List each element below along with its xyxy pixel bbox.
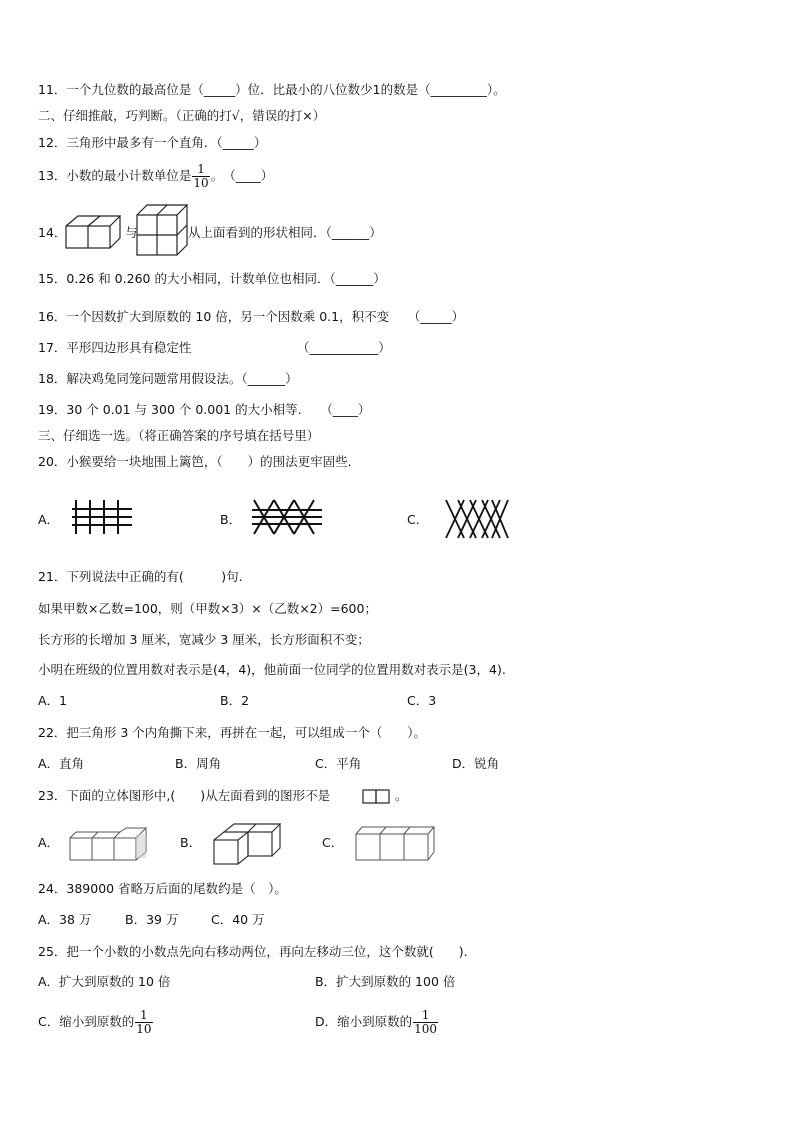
q21-option-a: A．1 [38, 693, 68, 708]
q21-statement-1: 如果甲数×乙数=100，则（甲数×3）×（乙数×2）=600； [38, 601, 377, 616]
question-22: 22．把三角形 3 个内角撕下来，再拼在一起，可以组成一个（ ）。 [38, 725, 427, 740]
question-21: 21．下列说法中正确的有( )句. [38, 569, 243, 584]
question-25: 25．把一个小数的小数点先向右移动两位，再向左移动三位，这个数就( ). [38, 944, 468, 959]
q24-option-b: B．39 万 [125, 912, 179, 927]
q24-option-c: C．40 万 [211, 912, 265, 927]
cube-figure-2x2-tall [135, 203, 189, 259]
fraction-numerator: 1 [135, 1009, 152, 1023]
fence-grid-icon [70, 498, 134, 536]
fence-cross-icon [250, 498, 324, 536]
fraction-numerator: 1 [413, 1009, 438, 1023]
q23-option-c: C． [322, 835, 344, 850]
q25-option-c-label: C．缩小到原数的 [38, 1014, 135, 1029]
q17-blank: （___________） [297, 340, 391, 355]
q22-option-b: B．周角 [175, 756, 222, 771]
question-17: 17．平形四边形具有稳定性 [38, 340, 192, 355]
q13-blank: 。 （____） [210, 168, 274, 183]
question-14-number: 14． [38, 225, 67, 240]
cube-stack-a-icon [68, 826, 150, 864]
fraction-denominator: 10 [193, 176, 209, 190]
q21-option-b: B．2 [220, 693, 250, 708]
q25-option-b: B．扩大到原数的 100 倍 [315, 974, 456, 989]
q22-option-d: D．锐角 [452, 756, 500, 771]
fraction-denominator: 10 [136, 1022, 152, 1036]
cube-stack-b-icon [210, 820, 284, 866]
two-squares-icon [362, 789, 392, 805]
question-15: 15．0.26 和 0.260 的大小相同，计数单位也相同．（______） [38, 271, 386, 286]
fraction-one-hundredth [413, 1009, 438, 1036]
q14-and: 与 [125, 225, 138, 240]
fence-zigzag-icon [444, 498, 510, 540]
cube-figure-2x2-flat [64, 212, 124, 250]
fraction-numerator: 1 [192, 163, 209, 177]
q23-option-b: B． [180, 835, 202, 850]
q20-option-c: C． [407, 512, 429, 527]
q24-option-a: A．38 万 [38, 912, 92, 927]
question-11: 11．一个九位数的最高位是（_____）位．比最小的八位数少1的数是（_________）。 [38, 82, 506, 97]
fraction-denominator: 100 [414, 1022, 438, 1036]
q25-option-d-label: D．缩小到原数的 [315, 1014, 413, 1029]
question-24: 24．389000 省略万后面的尾数约是（ ）。 [38, 881, 287, 896]
question-23: 23．下面的立体图形中,( )从左面看到的图形不是 [38, 788, 331, 803]
q22-option-c: C．平角 [315, 756, 362, 771]
section-2-heading: 二、仔细推敲，巧判断。（正确的打√，错误的打×） [38, 108, 326, 123]
q25-option-d [315, 1009, 439, 1036]
q25-option-c [38, 1009, 154, 1036]
q23-option-a: A． [38, 835, 60, 850]
question-19: 19．30 个 0.01 与 300 个 0.001 的大小相等. （____） [38, 402, 371, 417]
q23-period: 。 [395, 788, 408, 803]
cube-stack-c-icon [352, 824, 436, 864]
q21-option-c: C．3 [407, 693, 437, 708]
section-3-heading: 三、仔细选一选。（将正确答案的序号填在括号里） [38, 428, 320, 443]
fraction-one-tenth [192, 163, 209, 190]
q14-text: 从上面看到的形状相同．（______） [188, 225, 382, 240]
question-16: 16．一个因数扩大到原数的 10 倍，另一个因数乘 0.1，积不变 （_____） [38, 309, 465, 324]
q21-statement-2: 长方形的长增加 3 厘米，宽减少 3 厘米，长方形面积不变； [38, 632, 370, 647]
question-20: 20．小猴要给一块地围上篱笆，（ ）的围法更牢固些. [38, 454, 352, 469]
q20-option-b: B． [220, 512, 242, 527]
q20-option-a: A． [38, 512, 60, 527]
q25-option-a: A．扩大到原数的 10 倍 [38, 974, 171, 989]
question-12: 12．三角形中最多有一个直角．（_____） [38, 135, 267, 150]
q13-text: 13．小数的最小计数单位是 [38, 168, 192, 183]
question-18: 18．解决鸡兔同笼问题常用假设法。（______） [38, 371, 298, 386]
q21-statement-3: 小明在班级的位置用数对表示是(4，4)，他前面一位同学的位置用数对表示是(3，4). [38, 662, 506, 677]
q22-option-a: A．直角 [38, 756, 85, 771]
fraction-one-tenth [135, 1009, 152, 1036]
question-13 [38, 163, 273, 190]
